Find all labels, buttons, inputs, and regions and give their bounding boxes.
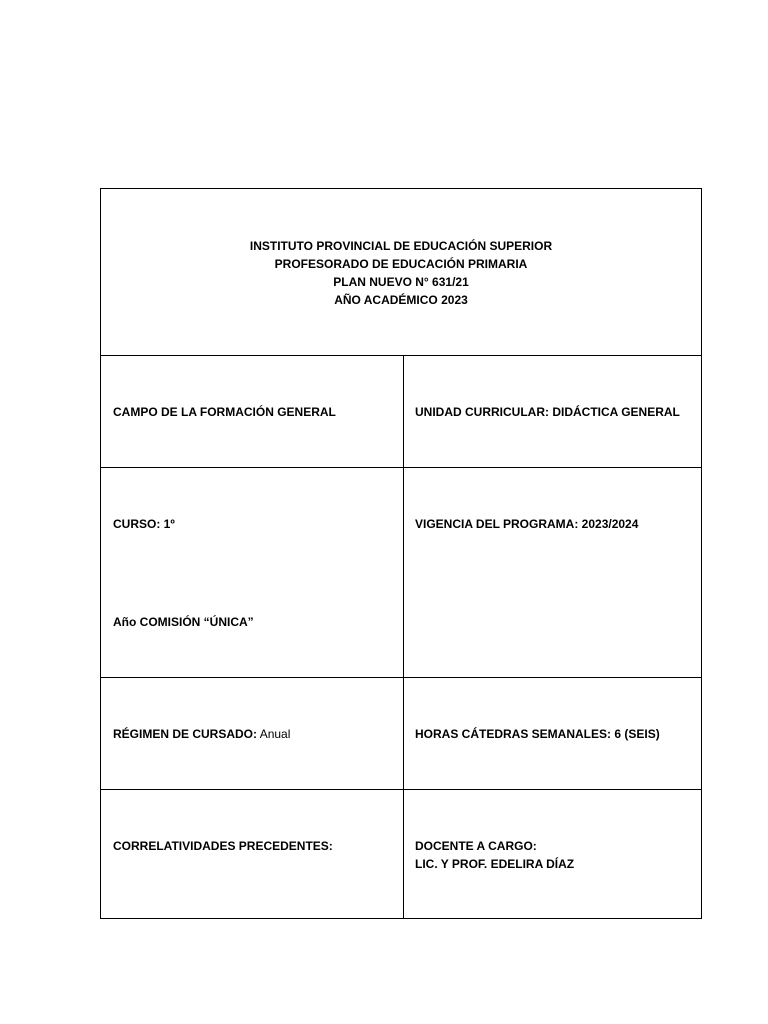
unidad-curricular-cell [404, 356, 701, 467]
campo-label: CAMPO DE LA FORMACIÓN GENERAL [113, 405, 336, 419]
plan-number: PLAN NUEVO N° 631/21 [333, 275, 469, 289]
regimen-value: Anual [257, 727, 291, 741]
docente-label: DOCENTE A CARGO: [415, 839, 537, 853]
header-row [101, 189, 701, 356]
comision-label: Año COMISIÓN “ÚNICA” [113, 615, 254, 629]
docente-text [415, 837, 574, 873]
unidad-curricular-label: UNIDAD CURRICULAR: DIDÁCTICA GENERAL [415, 405, 680, 419]
regimen-text [113, 725, 290, 743]
campo-cell [101, 356, 404, 467]
horas-cell [404, 678, 701, 789]
curso-row [101, 468, 701, 678]
regimen-row [101, 678, 701, 790]
regimen-label: RÉGIMEN DE CURSADO: [113, 727, 258, 741]
program-info-table [100, 188, 702, 919]
vigencia-cell [404, 468, 701, 677]
correlatividades-cell [101, 790, 404, 919]
campo-row [101, 356, 701, 468]
correlatividades-row [101, 790, 701, 919]
curso-cell [101, 468, 404, 677]
docente-cell [404, 790, 701, 919]
regimen-cell [101, 678, 404, 789]
program-name: PROFESORADO DE EDUCACIÓN PRIMARIA [274, 257, 528, 271]
horas-label: HORAS CÁTEDRAS SEMANALES: 6 (SEIS) [415, 727, 660, 741]
curso-label: CURSO: 1º [113, 517, 175, 531]
institution-header [101, 237, 701, 309]
institution-name: INSTITUTO PROVINCIAL DE EDUCACIÓN SUPERIOR [249, 239, 553, 253]
vigencia-label: VIGENCIA DEL PROGRAMA: 2023/2024 [415, 517, 639, 531]
correlatividades-label: CORRELATIVIDADES PRECEDENTES: [113, 839, 333, 853]
academic-year: AÑO ACADÉMICO 2023 [334, 293, 468, 307]
docente-name: LIC. Y PROF. EDELIRA DÍAZ [415, 857, 575, 871]
